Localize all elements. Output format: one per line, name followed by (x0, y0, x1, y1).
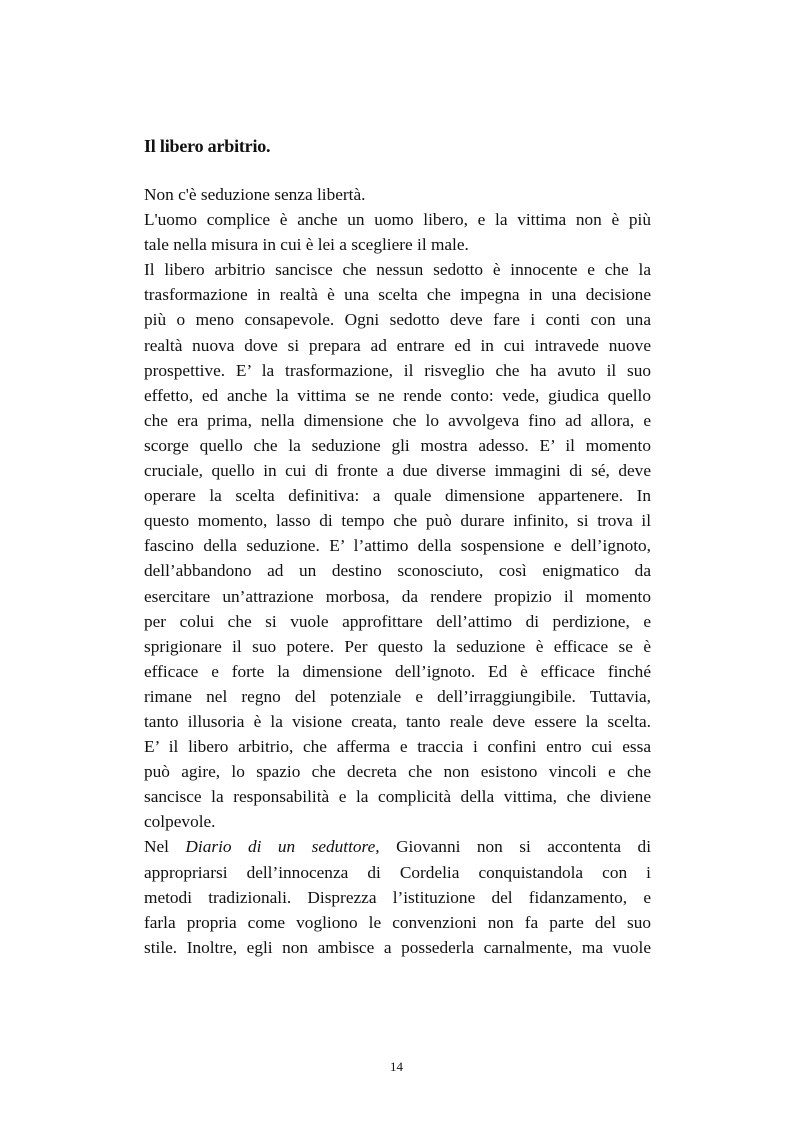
text-line: dell’abbandono ad un destino sconosciuto, così enigmatico da (144, 561, 651, 581)
text-line: tale nella misura in cui è lei a scegliere il male. (144, 235, 469, 255)
text-line: per colui che si vuole approfittare dell’attimo di perdizione, e (144, 611, 651, 631)
text-line: tanto illusoria è la visione creata, tanto reale deve essere la scelta. (144, 711, 651, 731)
text-line: scorge quello che la seduzione gli mostra adesso. E’ il momento (144, 435, 651, 455)
text-line: Il libero arbitrio sancisce che nessun sedotto è innocente e che la (144, 260, 651, 280)
text-line: operare la scelta definitiva: a quale dimensione appartenere. In (144, 486, 651, 506)
page-number: 14 (390, 1059, 403, 1074)
text-line: effetto, ed anche la vittima se ne rende conto: vede, giudica quello (144, 385, 651, 405)
text-line: può agire, lo spazio che decreta che non esistono vincoli e che (144, 762, 651, 782)
text-line: E’ il libero arbitrio, che afferma e traccia i confini entro cui essa (144, 737, 651, 757)
text-line: più o meno consapevole. Ogni sedotto deve fare i conti con una (144, 310, 651, 330)
text-line-with-title (144, 834, 651, 859)
text-line: L'uomo complice è anche un uomo libero, e la vittima non è più (144, 210, 651, 230)
text-line: sprigionare il suo potere. Per questo la seduzione è efficace se è (144, 636, 651, 656)
text-line: appropriarsi dell’innocenza di Cordelia conquistandola con i (144, 862, 651, 882)
text-line: metodi tradizionali. Disprezza l’istituzione del fidanzamento, e (144, 887, 651, 907)
text-line: rimane nel regno del potenziale e dell’irraggiungibile. Tuttavia, (144, 686, 651, 706)
text-line: efficace e forte la dimensione dell’ignoto. Ed è efficace finché (144, 661, 651, 681)
text-line: farla propria come vogliono le convenzioni non fa parte del suo (144, 912, 651, 932)
text-line: fascino della seduzione. E’ l’attimo della sospensione e dell’ignoto, (144, 536, 651, 556)
text-fragment: Giovanni non si accontenta di (396, 837, 651, 857)
section-heading: Il libero arbitrio. (144, 136, 271, 156)
body-text (144, 182, 651, 960)
text-line: stile. Inoltre, egli non ambisce a possederla carnalmente, ma vuole (144, 937, 651, 957)
text-line: questo momento, lasso di tempo che può durare infinito, si trova il (144, 511, 651, 531)
text-fragment: Nel (144, 837, 169, 857)
text-line: prospettive. E’ la trasformazione, il risveglio che ha avuto il suo (144, 360, 651, 380)
text-line: cruciale, quello in cui di fronte a due diverse immagini di sé, deve (144, 461, 651, 481)
text-line: trasformazione in realtà è una scelta che impegna in una decisione (144, 285, 651, 305)
text-line: colpevole. (144, 812, 216, 832)
book-title: Diario di un seduttore, (185, 837, 380, 857)
text-line: realtà nuova dove si prepara ad entrare ed in cui intravede nuove (144, 335, 651, 355)
text-line: Non c'è seduzione senza libertà. (144, 185, 366, 204)
text-line: che era prima, nella dimensione che lo avvolgeva fino ad allora, e (144, 410, 651, 430)
text-line: sancisce la responsabilità e la complicità della vittima, che diviene (144, 787, 651, 807)
text-line: esercitare un’attrazione morbosa, da rendere propizio il momento (144, 586, 651, 606)
